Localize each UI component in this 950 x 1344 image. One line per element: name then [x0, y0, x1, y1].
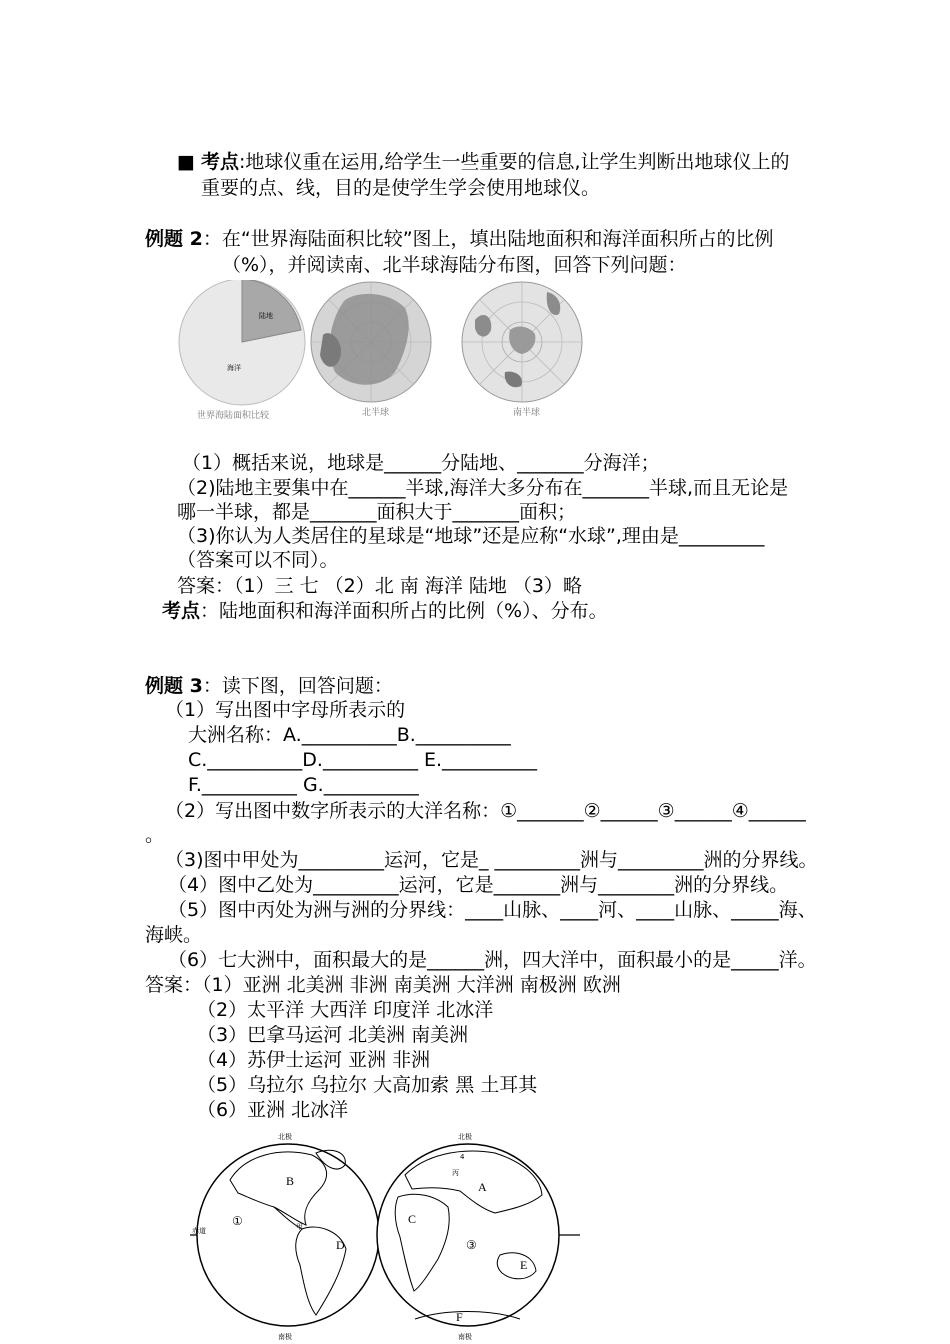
example3-answer-line: （6）亚洲 北冰洋: [197, 1099, 349, 1121]
example2-q3-line-1: （3)你认为人类居住的星球是“地球”还是应称“水球”,理由是_________: [177, 525, 765, 547]
south-pole-label-east: 南极: [458, 1333, 472, 1341]
example2-q3-line-2: （答案可以不同）。: [177, 549, 339, 571]
example2-kaodian-text: ：陆地面积和海洋面积所占的比例（%）、分布。: [200, 600, 608, 622]
sea-land-figure: [175, 280, 595, 430]
example3-line: （5）图中丙处为洲与洲的分界线：____山脉、____河、____山脉、_____海、: [168, 899, 817, 921]
example3-line: （2）写出图中数字所表示的大洋名称：①_______②______③______④______: [165, 800, 806, 822]
continent-label-e: E: [520, 1258, 528, 1272]
kaodian-line-2: 重要的点、线，目的是使学生学会使用地球仪。: [201, 177, 601, 199]
example3-line: （6）七大洲中，面积最大的是______洲，四大洋中，面积最小的是_____洋。: [168, 949, 817, 971]
example2-line-2: （%），并阅读南、北半球海陆分布图，回答下列问题：: [222, 254, 687, 276]
north-pole-label-west: 北极: [278, 1133, 292, 1141]
continent-label-a: A: [478, 1180, 487, 1194]
eastern-hemisphere: [377, 1132, 559, 1341]
example3-label: 例题 3: [145, 675, 203, 697]
bullet-mark: ■: [177, 151, 195, 173]
ocean-label-1: ①: [232, 1214, 243, 1228]
example3-line: F.__________ G.__________: [188, 774, 419, 796]
example2-q2-line-2: 哪一半球，都是_______面积大于_______面积；: [177, 501, 577, 523]
example2-label: 例题 2: [145, 228, 203, 250]
continent-label-b: B: [286, 1174, 295, 1188]
example3-line: 。: [145, 824, 165, 846]
example2-answer: 答案：（1）三 七 （2）北 南 海洋 陆地 （3）略: [177, 575, 583, 597]
continent-label-f: F: [456, 1310, 463, 1324]
example2-kaodian: [162, 599, 608, 623]
north-pole-label-east: 北极: [458, 1133, 472, 1141]
example3-line: （1）写出图中字母所表示的: [165, 699, 406, 721]
example2-line-1: [145, 227, 774, 251]
north-hemisphere-map: [311, 282, 431, 418]
kaodian-text-1: :地球仪重在运用,给学生一些重要的信息,让学生判断出地球仪上的: [239, 151, 790, 173]
south-pole-label-west: 南极: [278, 1333, 292, 1341]
example3-line: （4）图中乙处为_________运河，它是_______洲与________洲的分界线。: [168, 874, 789, 896]
south-hemisphere-caption: 南半球: [513, 408, 541, 418]
kaodian-label: 考点: [201, 151, 240, 173]
example2-kaodian-label: 考点: [162, 600, 201, 622]
example3-answer-line: （4）苏伊士运河 亚洲 非洲: [197, 1049, 431, 1071]
example3-line: 大洲名称：A.__________B.__________: [188, 724, 511, 746]
kaodian-line-1: [201, 150, 790, 174]
example3-answer-line: （5）乌拉尔 乌拉尔 大高加索 黑 土耳其: [197, 1074, 538, 1096]
continent-label-c: C: [408, 1212, 417, 1226]
equator-label: 赤道: [192, 1227, 206, 1235]
pie-land-label: 陆地: [259, 312, 273, 320]
canal-label-jia: 甲: [296, 1223, 303, 1231]
ocean-label-4: 4: [460, 1153, 465, 1161]
example3-answer-line: 答案：（1）亚洲 北美洲 非洲 南美洲 大洋洲 南极洲 欧洲: [145, 974, 621, 996]
example3-heading: [145, 674, 393, 698]
example3-answer-line: （3）巴拿马运河 北美洲 南美洲: [197, 1024, 469, 1046]
north-hemisphere-caption: 北半球: [362, 408, 390, 418]
example3-answer-line: （2）太平洋 大西洋 印度洋 北冰洋: [197, 999, 494, 1021]
ocean-label-3: ③: [466, 1238, 477, 1252]
world-continents-map: [190, 1125, 580, 1344]
sea-land-pie-chart: [179, 280, 305, 421]
western-hemisphere: [192, 1132, 379, 1341]
pie-caption: 世界海陆面积比较: [197, 411, 270, 421]
example2-q1: （1）概括来说，地球是______分陆地、_______分海洋；: [182, 452, 660, 474]
boundary-label-bing: 丙: [452, 1169, 459, 1177]
example3-line: （3)图中甲处为_________运河，它是_ _________洲与_________洲的分界线。: [165, 849, 818, 871]
example2-text-1: ：在“世界海陆面积比较”图上，填出陆地面积和海洋面积所占的比例: [202, 228, 774, 250]
example3-text: ：读下图，回答问题：: [202, 675, 393, 697]
continent-label-d: D: [336, 1238, 345, 1252]
example3-line: C.__________D.__________ E.__________: [188, 749, 538, 771]
example3-line: 海峡。: [145, 924, 203, 946]
south-hemisphere-map: [462, 282, 582, 418]
pie-ocean-label: 海洋: [227, 364, 241, 372]
example2-q2-line-1: （2)陆地主要集中在______半球,海洋大多分布在_______半球,而且无论是: [177, 477, 789, 499]
